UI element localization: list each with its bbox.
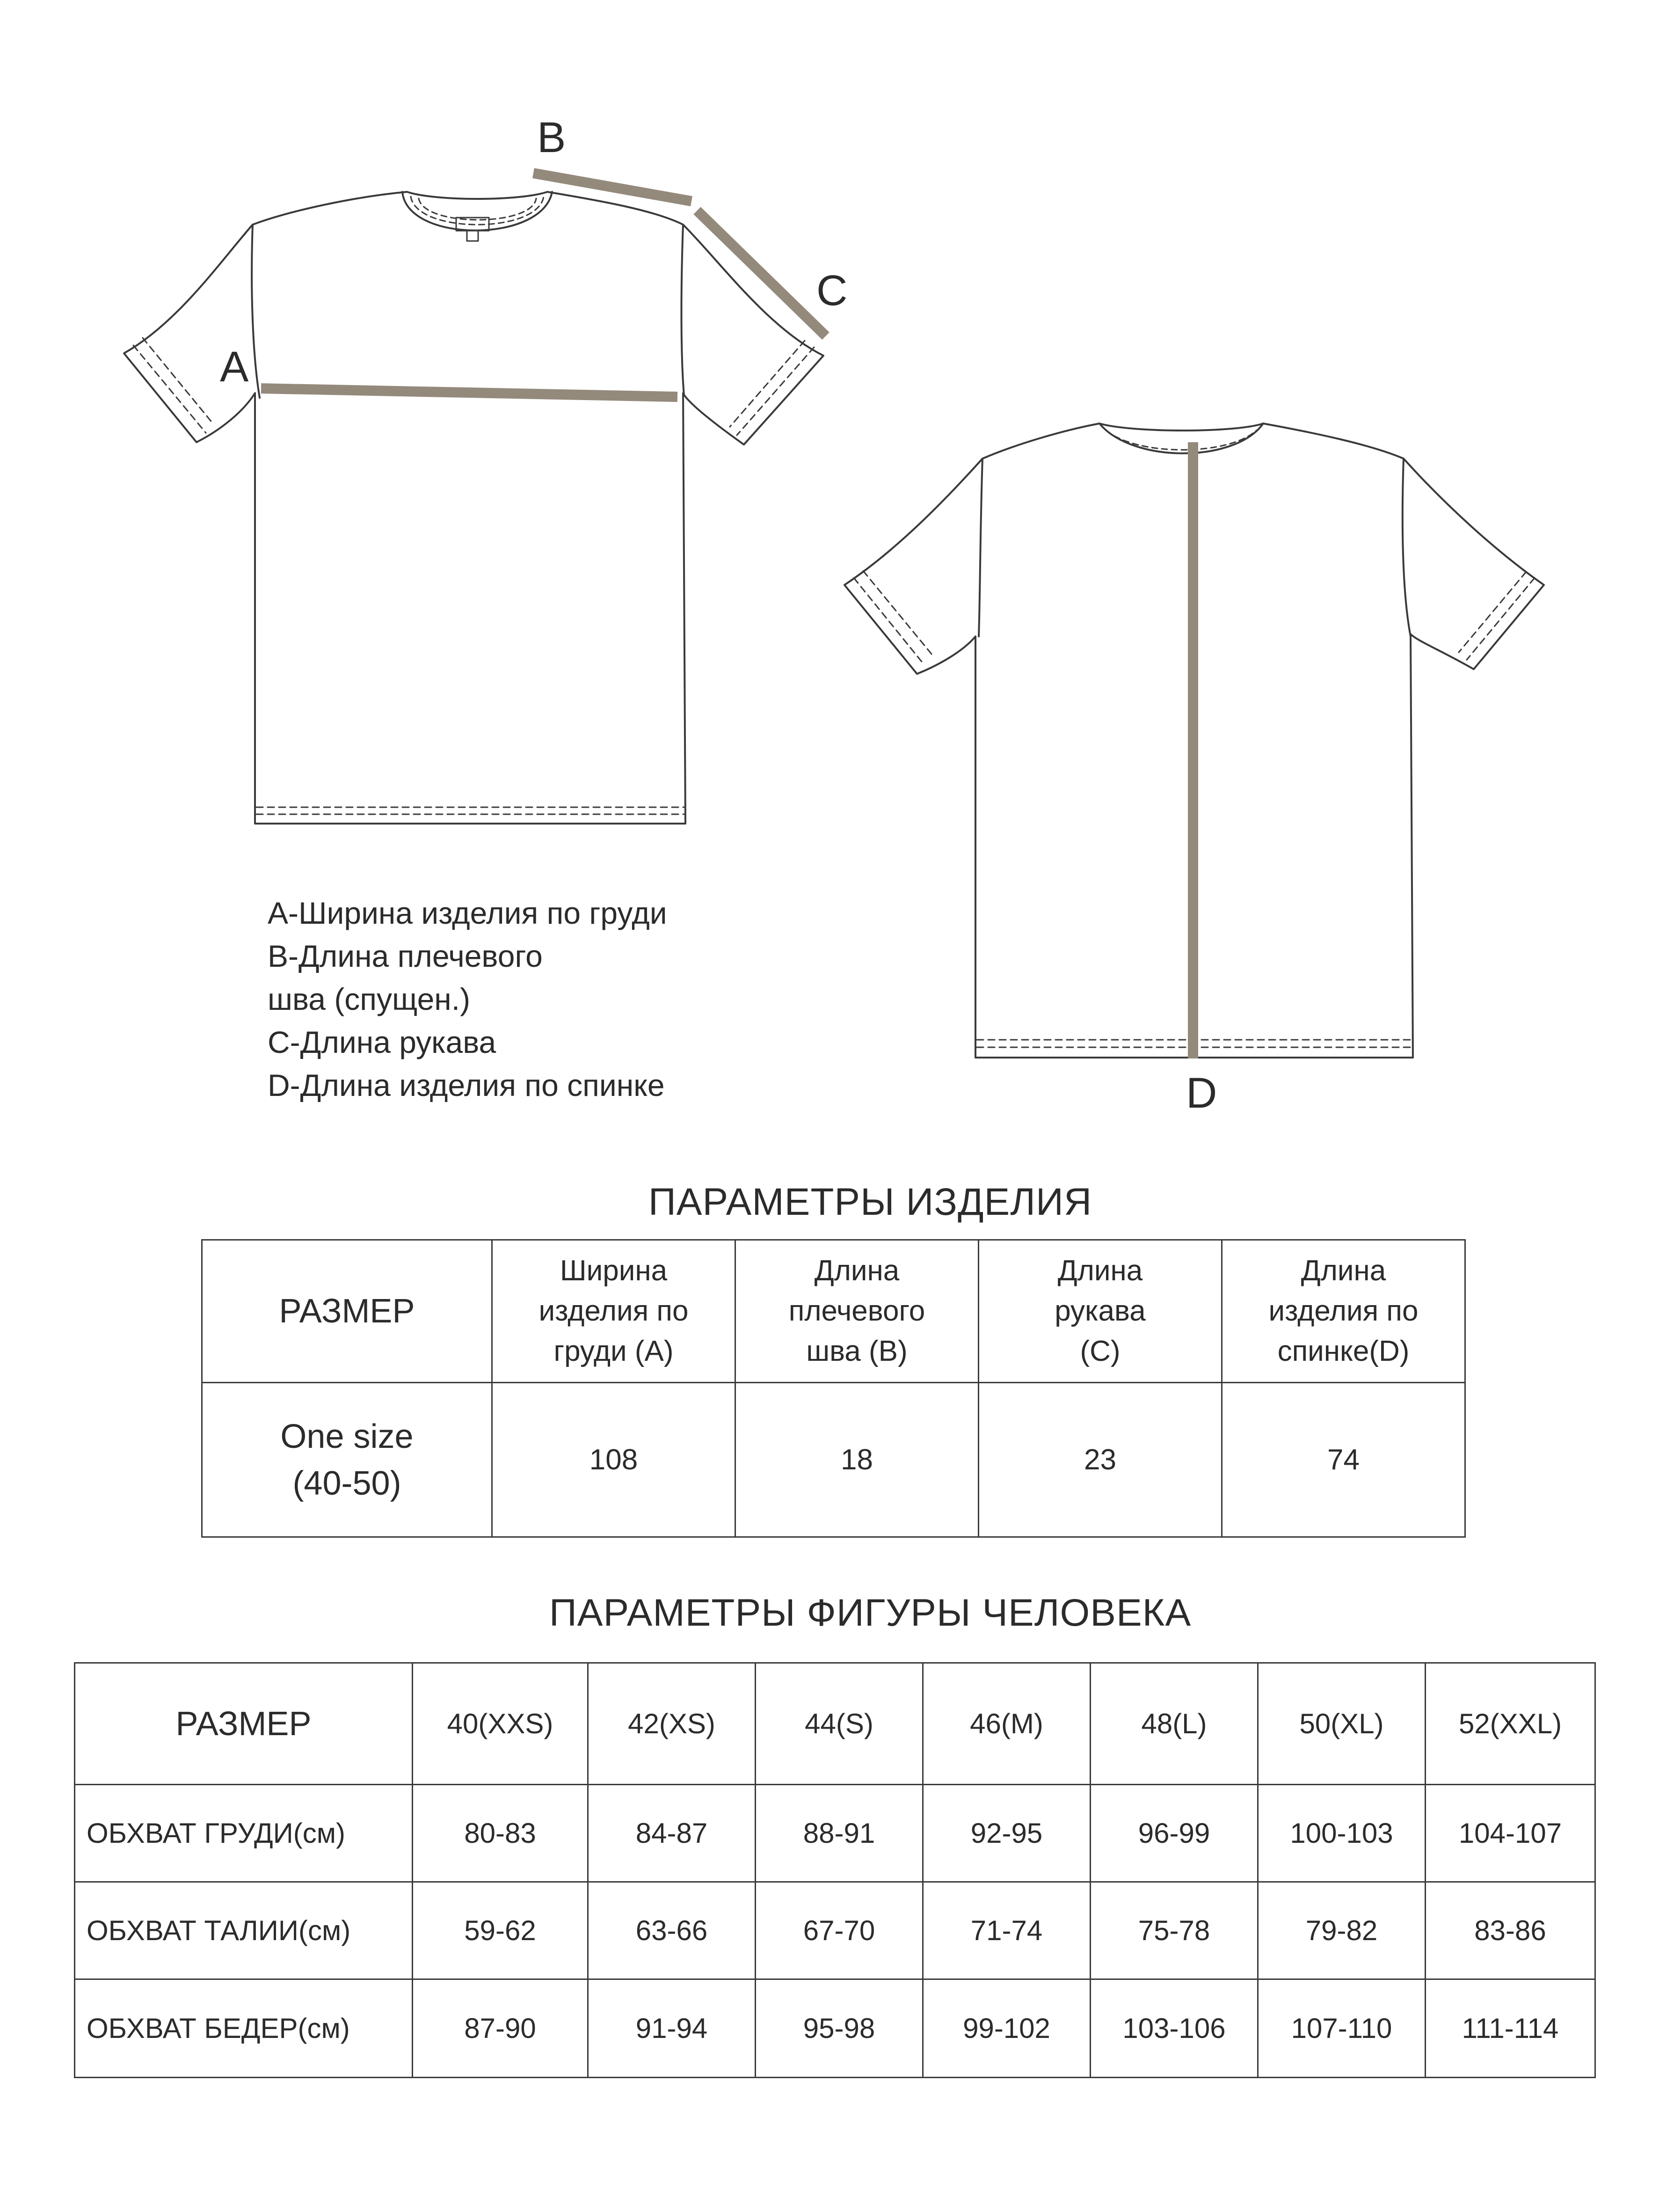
value-cell: 104-107 xyxy=(1426,1785,1595,1882)
product-params-title: ПАРАМЕТРЫ ИЗДЕЛИЯ xyxy=(648,1181,1092,1223)
row-label: ОБХВАТ ТАЛИИ(см) xyxy=(75,1882,413,1979)
value-cell: 67-70 xyxy=(756,1882,923,1979)
header-cell: Длина плечевого шва (B) xyxy=(735,1240,979,1383)
size-cell: One size (40-50) xyxy=(202,1383,492,1537)
value-cell: 79-82 xyxy=(1258,1882,1426,1979)
size-column-header: 48(L) xyxy=(1091,1663,1258,1785)
value-cell: 71-74 xyxy=(923,1882,1091,1979)
value-cell: 100-103 xyxy=(1258,1785,1426,1882)
size-column-header: 40(XXS) xyxy=(413,1663,588,1785)
size-column-header: 52(XXL) xyxy=(1426,1663,1595,1785)
value-cell: 103-106 xyxy=(1091,1979,1258,2078)
value-cell: 59-62 xyxy=(413,1882,588,1979)
label-b: B xyxy=(537,114,566,161)
value-cell: 88-91 xyxy=(756,1785,923,1882)
value-cell: 75-78 xyxy=(1091,1882,1258,1979)
size-header: РАЗМЕР xyxy=(202,1240,492,1383)
legend-line: D-Длина изделия по спинке xyxy=(268,1068,665,1102)
measure-line-a xyxy=(261,388,677,397)
legend-line: B-Длина плечевого xyxy=(268,939,543,973)
size-column-header: 44(S) xyxy=(756,1663,923,1785)
value-cell: 111-114 xyxy=(1426,1979,1595,2078)
size-column-header: 50(XL) xyxy=(1258,1663,1426,1785)
label-d: D xyxy=(1186,1069,1217,1117)
value-cell: 87-90 xyxy=(413,1979,588,2078)
label-c: C xyxy=(816,267,848,314)
value-cell: 80-83 xyxy=(413,1785,588,1882)
label-a: A xyxy=(220,343,249,391)
legend-line: A-Ширина изделия по груди xyxy=(268,896,667,930)
table-row xyxy=(75,1979,1595,2078)
header-cell: Ширина изделия по груди (A) xyxy=(492,1240,735,1383)
header-cell: Длина изделия по спинке(D) xyxy=(1222,1240,1465,1383)
table-header-row xyxy=(75,1663,1595,1785)
value-cell: 18 xyxy=(735,1383,979,1537)
value-cell: 83-86 xyxy=(1426,1882,1595,1979)
value-cell: 74 xyxy=(1222,1383,1465,1537)
value-cell: 63-66 xyxy=(588,1882,756,1979)
size-column-header: 46(M) xyxy=(923,1663,1091,1785)
value-cell: 107-110 xyxy=(1258,1979,1426,2078)
value-cell: 95-98 xyxy=(756,1979,923,2078)
measure-line-c xyxy=(697,211,826,336)
value-cell: 108 xyxy=(492,1383,735,1537)
body-params-table xyxy=(74,1662,1596,2078)
row-label: ОБХВАТ БЕДЕР(см) xyxy=(75,1979,413,2078)
legend-line: C-Длина рукава xyxy=(268,1025,496,1059)
row-label: ОБХВАТ ГРУДИ(см) xyxy=(75,1785,413,1882)
table-row xyxy=(75,1882,1595,1979)
value-cell: 92-95 xyxy=(923,1785,1091,1882)
size-header: РАЗМЕР xyxy=(75,1663,413,1785)
value-cell: 84-87 xyxy=(588,1785,756,1882)
table-header-row xyxy=(202,1240,1465,1383)
body-params-title: ПАРАМЕТРЫ ФИГУРЫ ЧЕЛОВЕКА xyxy=(549,1591,1192,1634)
value-cell: 99-102 xyxy=(923,1979,1091,2078)
front-tshirt-drawing xyxy=(124,192,823,824)
value-cell: 96-99 xyxy=(1091,1785,1258,1882)
header-cell: Длина рукава (C) xyxy=(979,1240,1222,1383)
size-column-header: 42(XS) xyxy=(588,1663,756,1785)
legend-line: шва (спущен.) xyxy=(268,982,471,1016)
table-row xyxy=(75,1785,1595,1882)
measure-line-b xyxy=(533,173,691,201)
table-row xyxy=(202,1383,1465,1537)
product-params-table xyxy=(201,1239,1466,1538)
value-cell: 23 xyxy=(979,1383,1222,1537)
measurement-legend xyxy=(268,891,667,1107)
value-cell: 91-94 xyxy=(588,1979,756,2078)
